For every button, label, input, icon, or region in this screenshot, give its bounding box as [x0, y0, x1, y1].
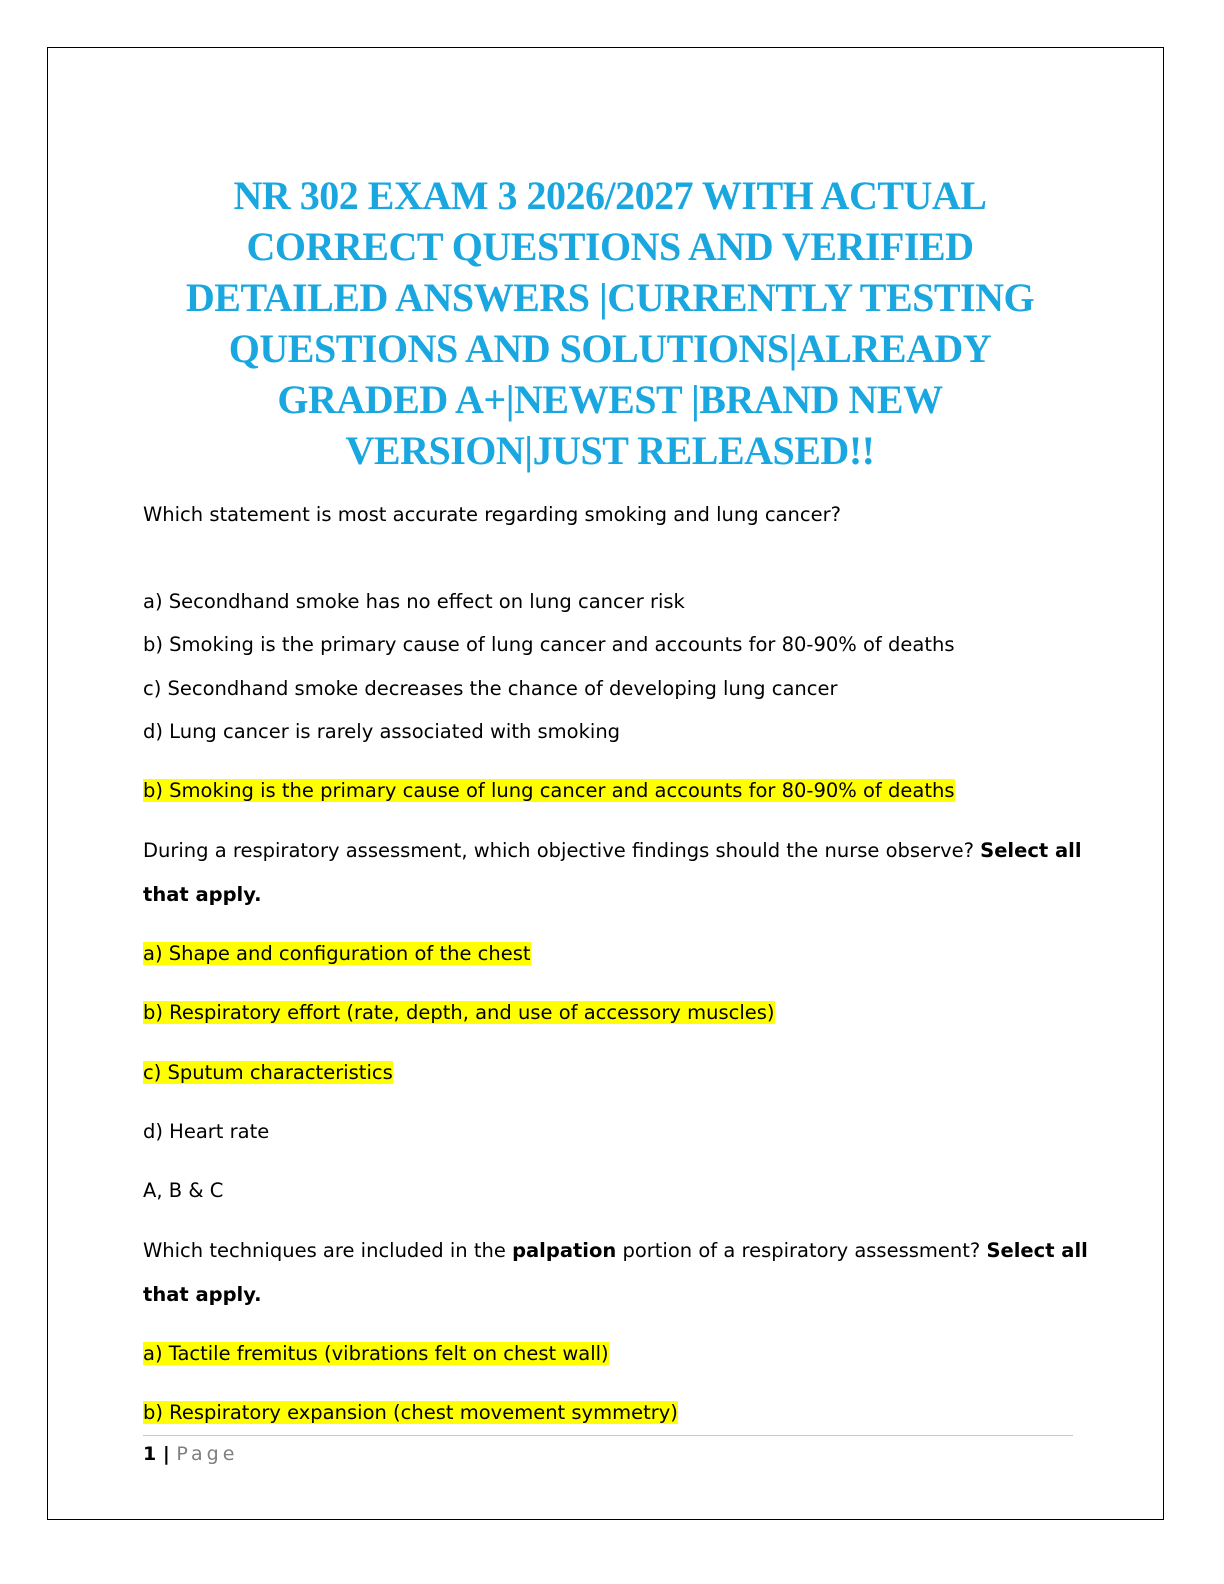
q3-select-all: Select all	[986, 1239, 1088, 1262]
q1-option-a: a) Secondhand smoke has no effect on lung cancer risk	[143, 590, 685, 613]
title-line: VERSION|JUST RELEASED!!	[345, 428, 875, 473]
q2-that-apply: that apply.	[143, 883, 262, 906]
q2-select-all: Select all	[980, 839, 1082, 862]
document-title	[120, 170, 1100, 476]
q3-palpation: palpation	[512, 1239, 617, 1262]
q2-option-c: c) Sputum characteristics	[143, 1061, 393, 1084]
q1-answer: b) Smoking is the primary cause of lung cancer and accounts for 80-90% of deaths	[143, 779, 955, 802]
q1-option-c: c) Secondhand smoke decreases the chance of developing lung cancer	[143, 677, 838, 700]
q1-option-b: b) Smoking is the primary cause of lung cancer and accounts for 80-90% of deaths	[143, 633, 955, 656]
title-line: NR 302 EXAM 3 2026/2027 WITH ACTUAL	[233, 173, 987, 218]
q3-that-apply: that apply.	[143, 1283, 262, 1306]
q2-option-a: a) Shape and configuration of the chest	[143, 942, 531, 965]
q2-question	[143, 838, 1082, 864]
q3-option-b: b) Respiratory expansion (chest movement symmetry)	[143, 1401, 678, 1424]
q3-question-text-b: portion of a respiratory assessment?	[616, 1239, 987, 1262]
q1-question: Which statement is most accurate regarding smoking and lung cancer?	[143, 503, 841, 526]
page-number: 1	[143, 1443, 157, 1465]
q2-answer: A, B & C	[143, 1179, 224, 1202]
footer-divider	[143, 1435, 1073, 1436]
page-footer	[143, 1442, 238, 1466]
title-line: DETAILED ANSWERS |CURRENTLY TESTING	[185, 275, 1035, 320]
q2-option-d: d) Heart rate	[143, 1120, 270, 1143]
q3-option-a: a) Tactile fremitus (vibrations felt on chest wall)	[143, 1342, 609, 1365]
page-label: Page	[176, 1443, 239, 1465]
title-line: CORRECT QUESTIONS AND VERIFIED	[246, 224, 974, 269]
q2-option-b: b) Respiratory effort (rate, depth, and use of accessory muscles)	[143, 1001, 775, 1024]
q1-option-d: d) Lung cancer is rarely associated with smoking	[143, 720, 621, 743]
q2-question-text: During a respiratory assessment, which objective findings should the nurse observe?	[143, 839, 981, 862]
title-line: GRADED A+|NEWEST |BRAND NEW	[277, 377, 943, 422]
footer-separator: |	[156, 1443, 177, 1465]
q3-question-text-a: Which techniques are included in the	[143, 1239, 513, 1262]
title-line: QUESTIONS AND SOLUTIONS|ALREADY	[228, 326, 992, 371]
q3-question	[143, 1238, 1088, 1264]
